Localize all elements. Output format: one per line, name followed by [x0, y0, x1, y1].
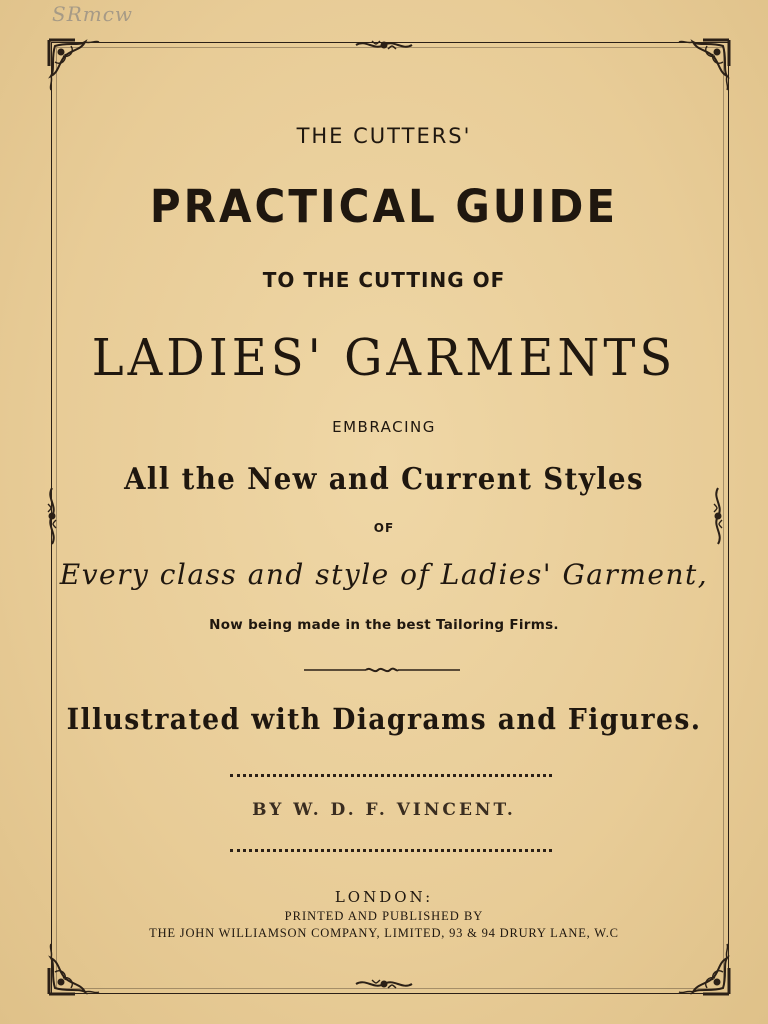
manuscript-note: SRmcw: [52, 2, 134, 26]
subtitle-all-new-styles: All the New and Current Styles: [124, 462, 644, 497]
title-line-to-cutting: TO THE CUTTING OF: [262, 268, 506, 292]
subtitle-every-class: Every class and style of Ladies' Garment,: [59, 558, 709, 591]
corner-ornament-icon: [675, 36, 733, 94]
subtitle-of: OF: [373, 521, 395, 535]
dotted-rule-bottom: [230, 849, 552, 855]
corner-ornament-icon: [675, 940, 733, 998]
subtitle-illustrated: Illustrated with Diagrams and Figures.: [66, 702, 702, 736]
corner-ornament-icon: [45, 36, 103, 94]
title-main-practical-guide: PRACTICAL GUIDE: [149, 180, 619, 233]
imprint-company: THE JOHN WILLIAMSON COMPANY, LIMITED, 93 & 94 DRURY LANE, W.C: [149, 926, 619, 940]
imprint-printed-by: PRINTED AND PUBLISHED BY: [284, 909, 484, 923]
midpoint-ornament-icon: [354, 976, 414, 992]
imprint-city: LONDON:: [334, 888, 434, 906]
subtitle-embracing: EMBRACING: [332, 418, 436, 436]
ornamental-divider-icon: [304, 660, 460, 670]
corner-ornament-icon: [45, 940, 103, 998]
dotted-rule-top: [230, 774, 552, 780]
subtitle-now-being-made: Now being made in the best Tailoring Firms.: [209, 617, 559, 633]
title-line-cutters: THE CUTTERS': [296, 124, 472, 148]
author-line: BY W. D. F. VINCENT.: [252, 800, 516, 820]
midpoint-ornament-icon: [354, 37, 414, 53]
title-main-ladies-garments: LADIES' GARMENTS: [91, 328, 677, 388]
